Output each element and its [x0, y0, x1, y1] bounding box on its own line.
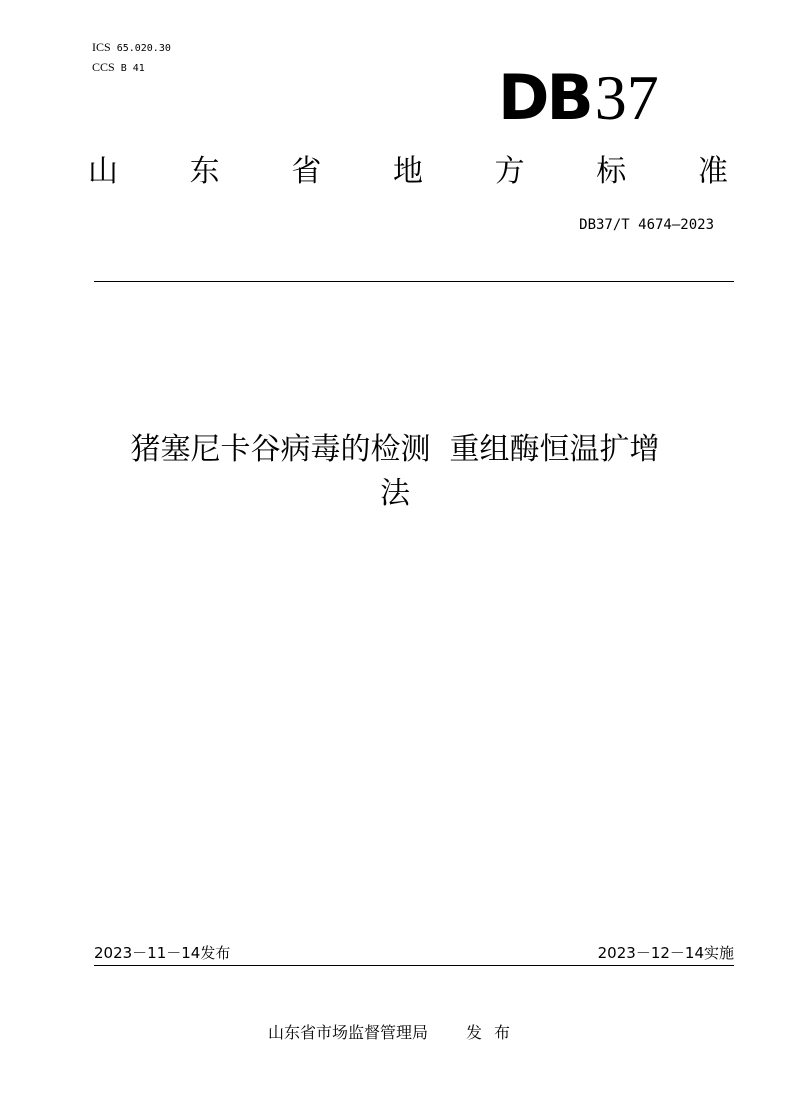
db-logo-prefix: DB	[498, 61, 591, 134]
publisher-name: 山东省市场监督管理局	[268, 1023, 429, 1042]
standard-code: DB37/T 4674—2023	[579, 217, 714, 233]
standard-type-char: 东	[189, 154, 220, 189]
document-title-line-1: 猪塞尼卡谷病毒的检测 重组酶恒温扩增	[130, 432, 660, 467]
standard-type-char: 方	[494, 154, 525, 189]
publish-label: 发布	[466, 1023, 523, 1042]
standard-type-char: 省	[291, 154, 322, 189]
document-title-line-2: 法	[380, 476, 410, 511]
issue-date: 2023－11－14发布	[94, 944, 231, 962]
ics-label: ICS	[92, 40, 111, 54]
ics-code: 65.020.30	[116, 43, 171, 54]
db-logo-number: 37	[594, 62, 659, 133]
standard-type-char: 准	[697, 154, 728, 189]
publisher-line	[268, 1020, 522, 1043]
footer-divider	[94, 965, 734, 966]
standard-type-char: 标	[596, 154, 627, 189]
ccs-classification	[92, 60, 145, 76]
standard-type-char: 山	[88, 154, 118, 189]
ics-classification	[92, 40, 171, 56]
standard-type-char: 地	[392, 154, 423, 189]
standard-type-heading	[88, 150, 728, 194]
db-standard-logo	[498, 61, 659, 134]
ccs-code: B 41	[120, 63, 145, 74]
ccs-label: CCS	[92, 60, 115, 74]
implementation-date: 2023－12－14实施	[597, 944, 734, 962]
document-title	[60, 428, 730, 516]
header-divider	[94, 281, 734, 282]
